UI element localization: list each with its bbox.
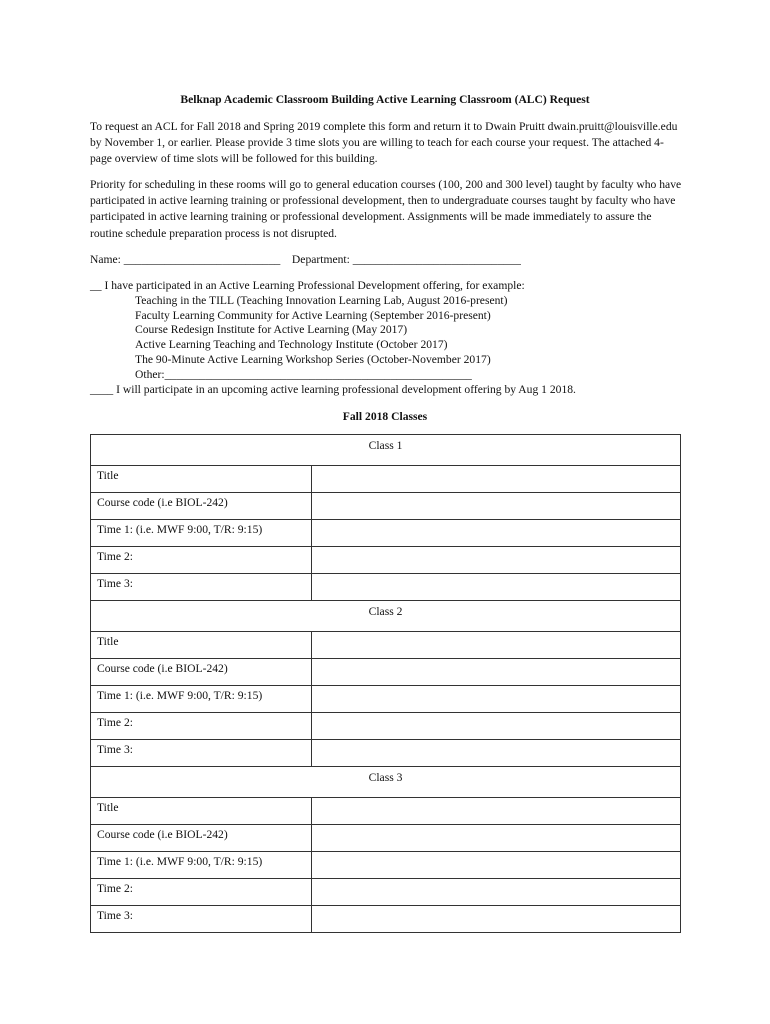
time2-input-cell[interactable] bbox=[312, 547, 681, 574]
time1-input-cell[interactable] bbox=[312, 852, 681, 879]
table-row bbox=[91, 906, 681, 933]
example-item: Active Learning Teaching and Technology Institute (October 2017) bbox=[135, 338, 448, 352]
example-item: Course Redesign Institute for Active Learning (May 2017) bbox=[135, 323, 408, 337]
class-header-row bbox=[91, 435, 681, 466]
table-row bbox=[91, 713, 681, 740]
time3-input-cell[interactable] bbox=[312, 906, 681, 933]
class-heading: Class 3 bbox=[91, 767, 681, 798]
table-row bbox=[91, 825, 681, 852]
title-input-cell[interactable] bbox=[312, 466, 681, 493]
row-label: Time 2: bbox=[91, 713, 312, 740]
table-row bbox=[91, 574, 681, 601]
time2-input-cell[interactable] bbox=[312, 879, 681, 906]
row-label: Course code (i.e BIOL-242) bbox=[91, 659, 312, 686]
example-item: The 90-Minute Active Learning Workshop Series (October-November 2017) bbox=[135, 352, 491, 366]
row-label: Time 3: bbox=[91, 906, 312, 933]
table-row bbox=[91, 632, 681, 659]
class-heading: Class 1 bbox=[91, 435, 681, 466]
classes-table bbox=[90, 434, 681, 933]
title-input-cell[interactable] bbox=[312, 632, 681, 659]
row-label: Time 3: bbox=[91, 740, 312, 767]
will-participate-checkbox-line[interactable]: ____ I will participate in an upcoming active learning professional development offering by Aug 1 2018. bbox=[90, 382, 576, 396]
name-department-line bbox=[90, 253, 521, 266]
course-code-input-cell[interactable] bbox=[312, 659, 681, 686]
class-header-row bbox=[91, 601, 681, 632]
time1-input-cell[interactable] bbox=[312, 686, 681, 713]
row-label: Time 2: bbox=[91, 879, 312, 906]
intro-paragraph: To request an ACL for Fall 2018 and Spring 2019 complete this form and return it to Dwain Pruitt dwain.pruitt@louisville.edu by November 1, or earlier. Please provide 3 time slots you are willing to teach for each course your request. The attached 4-page overview of time slots will be followed for this building. bbox=[90, 120, 678, 166]
row-label: Time 1: (i.e. MWF 9:00, T/R: 9:15) bbox=[91, 520, 312, 547]
time3-input-cell[interactable] bbox=[312, 740, 681, 767]
table-row bbox=[91, 852, 681, 879]
row-label: Course code (i.e BIOL-242) bbox=[91, 825, 312, 852]
priority-paragraph: Priority for scheduling in these rooms will go to general education courses (100, 200 and 300 level) taught by faculty who have participated in active learning training or professional development, then to undergraduate courses taught by faculty who have participated in active learning training or professional development. Assignments will be made immediately to assure the routine schedule preparation process is not disrupted. bbox=[90, 178, 682, 240]
title-input-cell[interactable] bbox=[312, 798, 681, 825]
table-row bbox=[91, 740, 681, 767]
participated-checkbox-line[interactable]: __ I have participated in an Active Learning Professional Development offering, for example: bbox=[90, 279, 525, 292]
table-row bbox=[91, 798, 681, 825]
table-row bbox=[91, 547, 681, 574]
time1-input-cell[interactable] bbox=[312, 520, 681, 547]
row-label: Time 2: bbox=[91, 547, 312, 574]
time3-input-cell[interactable] bbox=[312, 574, 681, 601]
document-title: Belknap Academic Classroom Building Active Learning Classroom (ALC) Request bbox=[180, 93, 590, 106]
time2-input-cell[interactable] bbox=[312, 713, 681, 740]
table-row bbox=[91, 493, 681, 520]
section-title: Fall 2018 Classes bbox=[342, 410, 428, 423]
class-heading: Class 2 bbox=[91, 601, 681, 632]
row-label: Title bbox=[91, 632, 312, 659]
example-item: Teaching in the TILL (Teaching Innovation Learning Lab, August 2016-present) bbox=[135, 293, 508, 307]
example-item: Faculty Learning Community for Active Learning (September 2016-present) bbox=[135, 308, 491, 322]
table-row bbox=[91, 686, 681, 713]
class-header-row bbox=[91, 767, 681, 798]
other-field[interactable]: Other:_____________________________________________________ bbox=[135, 367, 472, 381]
department-field[interactable]: Department: _____________________________ bbox=[291, 253, 521, 266]
row-label: Time 1: (i.e. MWF 9:00, T/R: 9:15) bbox=[91, 686, 312, 713]
row-label: Time 1: (i.e. MWF 9:00, T/R: 9:15) bbox=[91, 852, 312, 879]
name-field[interactable]: Name: ___________________________ bbox=[90, 253, 281, 266]
row-label: Course code (i.e BIOL-242) bbox=[91, 493, 312, 520]
pd-checklist bbox=[90, 279, 576, 397]
row-label: Time 3: bbox=[91, 574, 312, 601]
table-row bbox=[91, 466, 681, 493]
course-code-input-cell[interactable] bbox=[312, 493, 681, 520]
course-code-input-cell[interactable] bbox=[312, 825, 681, 852]
row-label: Title bbox=[91, 466, 312, 493]
table-row bbox=[91, 520, 681, 547]
table-row bbox=[91, 659, 681, 686]
row-label: Title bbox=[91, 798, 312, 825]
table-row bbox=[91, 879, 681, 906]
